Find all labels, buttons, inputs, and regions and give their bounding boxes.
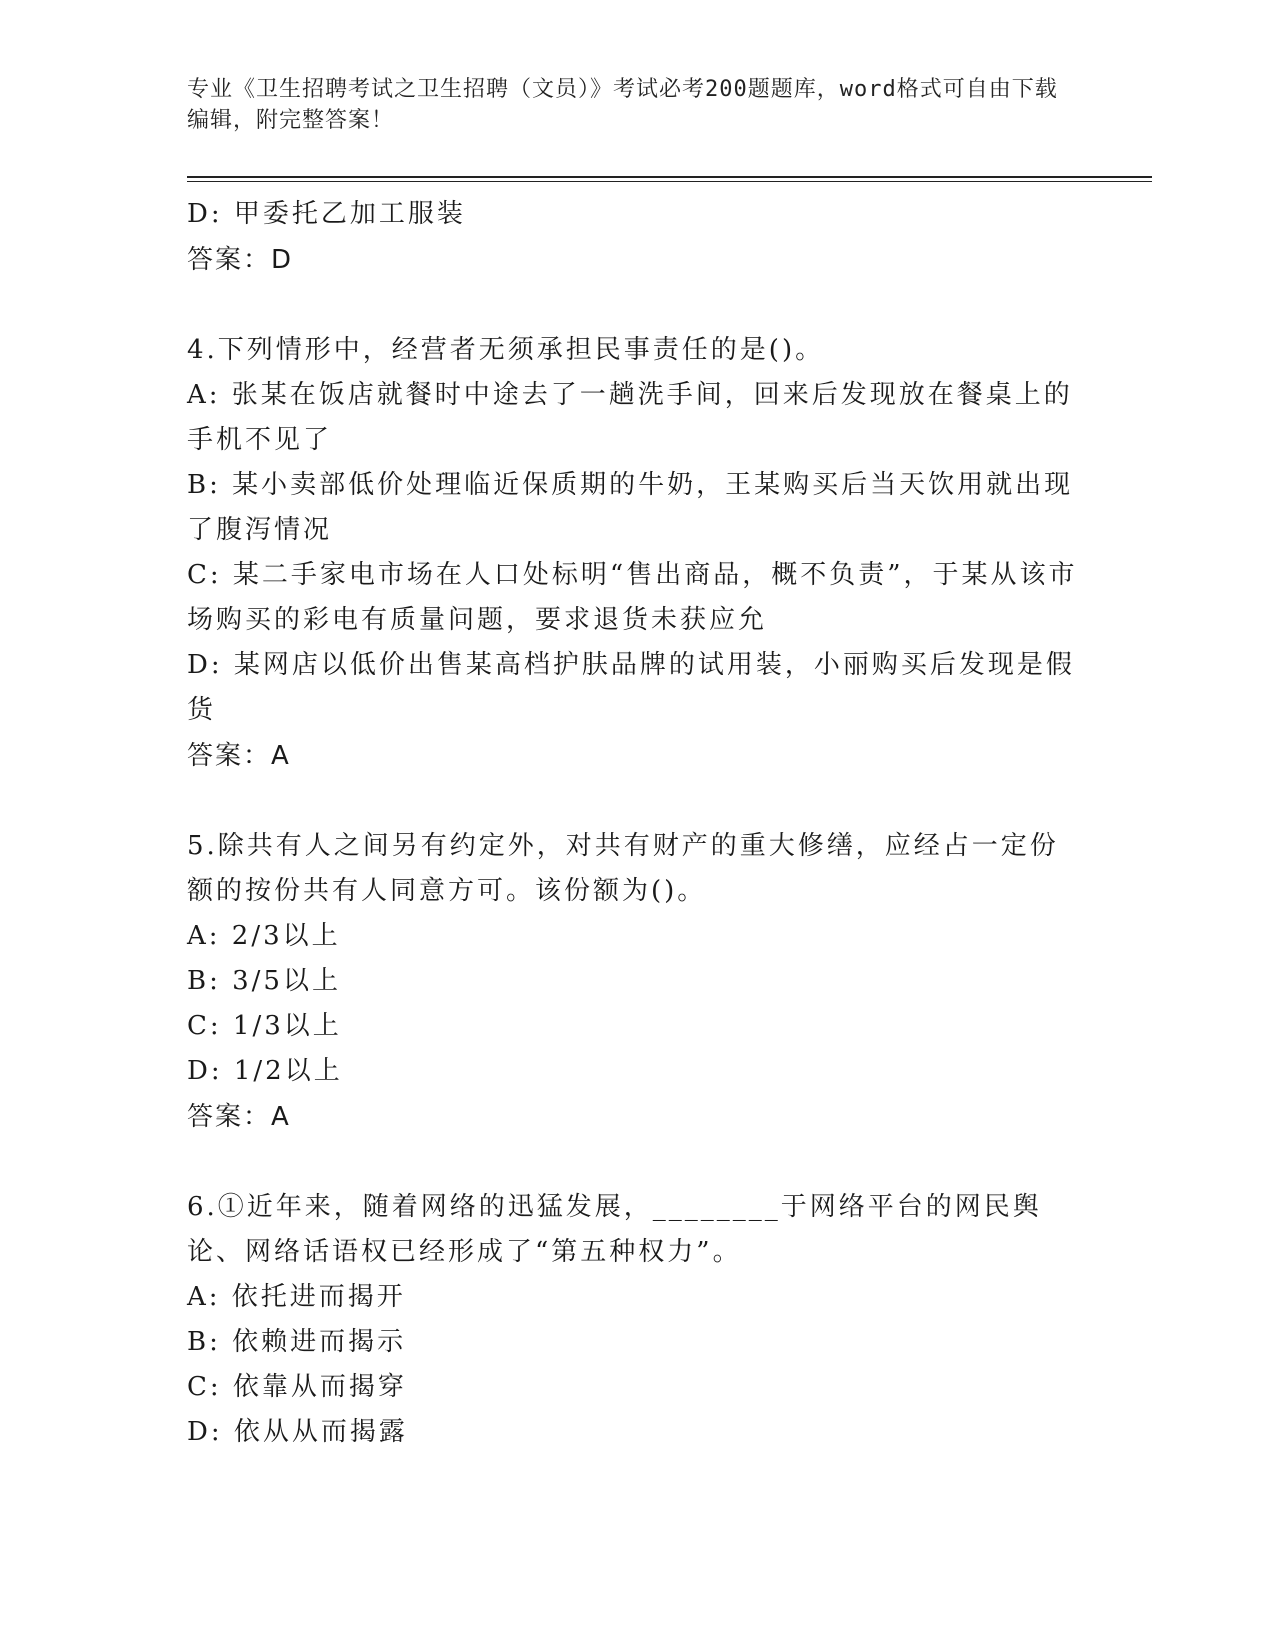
page-header: 专业《卫生招聘考试之卫生招聘（文员）》考试必考200题题库，word格式可自由下载编辑，附完整答案！ bbox=[187, 77, 1058, 133]
header-rule-thick bbox=[187, 176, 1152, 178]
question-list bbox=[187, 192, 1082, 1455]
answer-line: 答案：A bbox=[187, 741, 291, 771]
option-a: A: 2/3以上 bbox=[187, 921, 341, 951]
question-block-6 bbox=[187, 1185, 1082, 1455]
answer-line: 答案：A bbox=[187, 1102, 291, 1132]
question-block-4 bbox=[187, 328, 1082, 779]
option-b: B: 3/5以上 bbox=[187, 966, 341, 996]
question-block-3 bbox=[187, 192, 1082, 283]
header-rule-thin bbox=[187, 181, 1152, 182]
question-stem: 6.①近年来，随着网络的迅猛发展，________于网络平台的网民舆论、网络话语权已经形成了“第五种权力”。 bbox=[187, 1192, 1042, 1267]
option-c: C: 1/3以上 bbox=[187, 1011, 342, 1041]
answer-line: 答案：D bbox=[187, 245, 294, 275]
spacer bbox=[187, 283, 1082, 328]
option-a: A: 张某在饭店就餐时中途去了一趟洗手间，回来后发现放在餐桌上的手机不见了 bbox=[187, 380, 1073, 455]
option-b: B: 某小卖部低价处理临近保质期的牛奶，王某购买后当天饮用就出现了腹泻情况 bbox=[187, 470, 1074, 545]
option-c: C: 某二手家电市场在人口处标明“售出商品，概不负责”，于某从该市场购买的彩电有质量问题，要求退货未获应允 bbox=[187, 560, 1078, 635]
option-d: D: 依从从而揭露 bbox=[187, 1417, 408, 1447]
option-d: D: 1/2以上 bbox=[187, 1056, 343, 1086]
option-d: D: 某网店以低价出售某高档护肤品牌的试用装，小丽购买后发现是假货 bbox=[187, 650, 1075, 725]
option-d: D: 甲委托乙加工服装 bbox=[187, 199, 466, 229]
spacer bbox=[187, 779, 1082, 824]
question-stem: 5.除共有人之间另有约定外，对共有财产的重大修缮，应经占一定份额的按份共有人同意方可。该份额为()。 bbox=[187, 831, 1059, 906]
question-stem: 4.下列情形中，经营者无须承担民事责任的是()。 bbox=[187, 335, 825, 365]
option-c: C: 依靠从而揭穿 bbox=[187, 1372, 407, 1402]
question-block-5 bbox=[187, 824, 1082, 1140]
option-b: B: 依赖进而揭示 bbox=[187, 1327, 407, 1357]
option-a: A: 依托进而揭开 bbox=[187, 1282, 406, 1312]
spacer bbox=[187, 1140, 1082, 1185]
